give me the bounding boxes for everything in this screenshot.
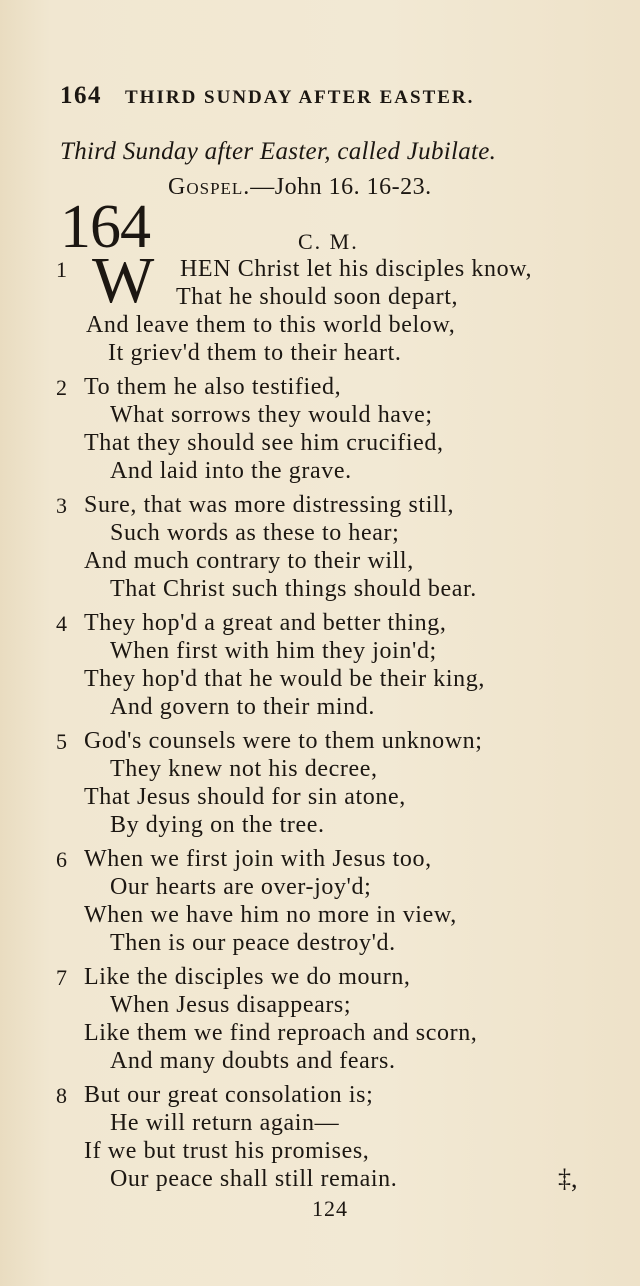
hymn-line: To them he also testified,: [84, 374, 342, 400]
hymn-line: If we but trust his promises,: [84, 1138, 370, 1164]
hymn-line: When we have him no more in view,: [84, 902, 457, 928]
hymn-line: That they should see him crucified,: [84, 430, 444, 456]
hymn-line: When we first join with Jesus too,: [84, 846, 432, 872]
hymn-line: And much contrary to their will,: [84, 548, 414, 574]
running-head-page-number: 164: [60, 82, 102, 109]
hymn-line: Like them we find reproach and scorn,: [84, 1020, 478, 1046]
hymn-line: He will return again—: [110, 1110, 340, 1136]
hymn-line: That Christ such things should bear.: [110, 576, 477, 602]
gospel-label: Gospel.: [168, 174, 251, 200]
hymn-line: And govern to their mind.: [110, 694, 375, 720]
section-title: Third Sunday after Easter, called Jubilate.: [60, 138, 497, 165]
hymn-line: And many doubts and fears.: [110, 1048, 396, 1074]
gospel-reference: [168, 174, 432, 201]
hymn-line: That Jesus should for sin atone,: [84, 784, 406, 810]
hymn-line: Our hearts are over-joy'd;: [110, 874, 372, 900]
hymn-line: And leave them to this world below,: [86, 312, 456, 338]
end-mark: ‡,: [558, 1164, 578, 1193]
hymn-line: But our great consolation is;: [84, 1082, 374, 1108]
hymn-line: Then is our peace destroy'd.: [110, 930, 396, 956]
running-head-title: THIRD SUNDAY AFTER EASTER.: [125, 87, 475, 108]
hymn-line: They hop'd that he would be their king,: [84, 666, 485, 692]
hymn-line: By dying on the tree.: [110, 812, 325, 838]
stanza-number: 2: [56, 375, 67, 400]
hymn-line: What sorrows they would have;: [110, 402, 433, 428]
stanza-number: 6: [56, 847, 67, 872]
hymn-line: Such words as these to hear;: [110, 520, 400, 546]
stanza-number: 5: [56, 729, 67, 754]
hymn-meter: C. M.: [298, 229, 359, 254]
drop-cap: W: [92, 244, 153, 317]
stanza-number: 7: [56, 965, 67, 990]
hymn-line: HEN Christ let his disciples know,: [180, 256, 533, 282]
hymn-line: They knew not his decree,: [110, 756, 378, 782]
hymn-line: And laid into the grave.: [110, 458, 352, 484]
hymn-line: Sure, that was more distressing still,: [84, 492, 455, 518]
running-head: [60, 82, 474, 110]
hymn-line: Our peace shall still remain.: [110, 1166, 398, 1192]
hymn-line: When Jesus disappears;: [110, 992, 352, 1018]
hymn-number: 164: [60, 193, 150, 261]
stanza-number: 4: [56, 611, 67, 636]
stanza-number: 3: [56, 493, 67, 518]
stanza-number: 1: [56, 257, 67, 282]
hymn-line: It griev'd them to their heart.: [108, 340, 402, 366]
hymn-line: God's counsels were to them unknown;: [84, 728, 483, 754]
hymn-line: Like the disciples we do mourn,: [84, 964, 411, 990]
hymn-line: They hop'd a great and better thing,: [84, 610, 447, 636]
stanza-number: 8: [56, 1083, 67, 1108]
gospel-citation: —John 16. 16-23.: [250, 174, 432, 200]
folio: 124: [312, 1196, 348, 1221]
hymn-line: That he should soon depart,: [176, 284, 459, 310]
hymn-line: When first with him they join'd;: [110, 638, 437, 664]
